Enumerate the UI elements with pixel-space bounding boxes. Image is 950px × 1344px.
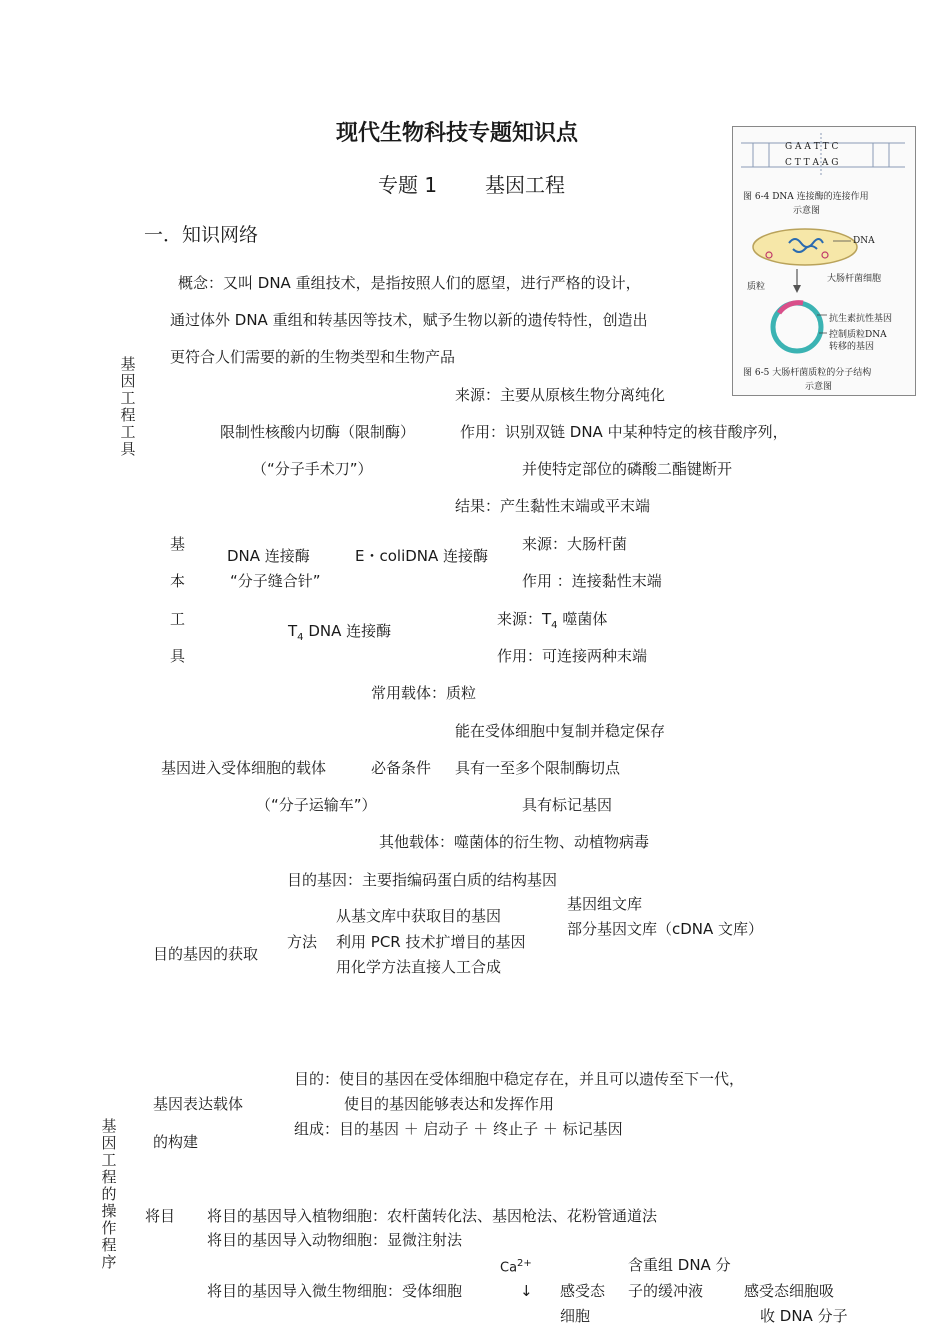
vector-nickname: （“分子运输车”）: [256, 796, 377, 814]
side-label-procedure: 基因工程的操作程序: [101, 1117, 117, 1271]
restriction-function-1: 作用：识别双链 DNA 中某种特定的核苷酸序列，: [460, 423, 788, 441]
introduce-plant: 将目的基因导入植物细胞：农杆菌转化法、基因枪法、花粉管通道法: [207, 1207, 658, 1225]
absorb-1: 感受态细胞吸: [744, 1282, 835, 1300]
ligase-t4-name: $T_4$ DNA 连接酶: [288, 622, 392, 643]
concept-line-3: 更符合人们需要的新的生物类型和生物产品: [170, 348, 456, 366]
target-gene-definition: 目的基因：主要指编码蛋白质的结构基因: [287, 871, 558, 889]
restriction-source: 来源：主要从原核生物分离纯化: [455, 386, 666, 404]
figure-label-dna: DNA: [853, 236, 875, 246]
figure-label-resist: 抗生素抗性基因: [829, 314, 893, 324]
absorb-2: 收 DNA 分子: [760, 1307, 848, 1325]
competent-cell-2: 细胞: [560, 1307, 591, 1325]
figure-label-control-1: 控制质粒DNA: [829, 330, 887, 340]
expression-purpose-2: 使目的基因能够表达和发挥作用: [344, 1095, 555, 1113]
vector-condition-2: 具有一至多个限制酶切点: [455, 759, 621, 777]
introduce-animal: 将目的基因导入动物细胞：显微注射法: [207, 1231, 463, 1249]
figure-label-plasmid: 质粒: [747, 282, 766, 292]
concept-line-2: 通过体外 DNA 重组和转基因等技术，赋予生物以新的遗传特性，创造出: [170, 311, 648, 329]
basic-tools-char-1: 基: [170, 535, 186, 553]
expression-name-1: 基因表达载体: [153, 1095, 244, 1113]
page-title: 现代生物科技专题知识点: [336, 121, 579, 146]
ligase-ecoli-function: 作用 ：连接黏性末端: [522, 572, 662, 590]
concept-line-1: 概念：又叫 DNA 重组技术，是指按照人们的愿望，进行严格的设计，: [178, 274, 641, 292]
introduce-microbe: 将目的基因导入微生物细胞：受体细胞: [207, 1282, 463, 1300]
vector-common: 常用载体：质粒: [371, 684, 477, 702]
ligase-ecoli-source: 来源：大肠杆菌: [522, 535, 628, 553]
dna-solution-1: 含重组 DNA 分: [628, 1256, 731, 1274]
section-heading: 一．知识网络: [144, 224, 259, 246]
ligase-ecoli: E・coliDNA 连接酶: [355, 547, 489, 565]
side-label-tools: 基因工程工具: [120, 355, 136, 458]
figure-6-5-caption-2: 示意图: [805, 382, 833, 392]
calcium-label: $Ca^{2+}$: [500, 1258, 532, 1276]
expression-purpose-1: 目的：使目的基因在受体细胞中稳定存在，并且可以遗传至下一代，: [294, 1070, 745, 1088]
figure-label-control-2: 转移的基因: [829, 342, 875, 352]
topic-name: 基因工程: [485, 173, 565, 197]
figure-6-4-caption-2: 示意图: [793, 206, 821, 216]
method-3: 用化学方法直接人工合成: [336, 958, 502, 976]
down-arrow-icon: ↓: [520, 1282, 533, 1300]
ligase-t4-source: 来源：$T_4$ 噬菌体: [497, 610, 608, 631]
figure-6-4-caption-1: 图 6-4 DNA 连接酶的连接作用: [743, 192, 869, 202]
restriction-function-2: 并使特定部位的磷酸二酯键断开: [522, 460, 733, 478]
method-1: 从基文库中获取目的基因: [336, 907, 502, 925]
topic-label: 专题 1: [378, 173, 438, 197]
vector-name: 基因进入受体细胞的载体: [161, 759, 327, 777]
method-label: 方法: [287, 933, 318, 951]
figure-seq-top: G A A T T C: [785, 142, 839, 152]
restriction-nickname: （“分子手术刀”）: [252, 460, 373, 478]
basic-tools-char-4: 具: [170, 647, 186, 665]
figure-label-ecoli: 大肠杆菌细胞: [827, 274, 882, 284]
dna-ligase-and-plasmid-figure: [732, 126, 916, 396]
ligase-t4-function: 作用：可连接两种末端: [497, 647, 648, 665]
ligase-name: DNA 连接酶: [227, 547, 310, 565]
figure-seq-bottom: C T T A A G: [785, 158, 839, 168]
vector-condition-1: 能在受体细胞中复制并稳定保存: [455, 722, 666, 740]
vector-condition-3: 具有标记基因: [522, 796, 613, 814]
restriction-result: 结果：产生黏性末端或平末端: [455, 497, 651, 515]
dna-ladder-icon: [741, 133, 905, 177]
library-partial: 部分基因文库（cDNA 文库）: [567, 920, 764, 938]
expression-name-2: 的构建: [153, 1133, 199, 1151]
expression-composition: 组成：目的基因 ＋ 启动子 ＋ 终止子 ＋ 标记基因: [294, 1120, 623, 1138]
basic-tools-char-3: 工: [170, 610, 186, 628]
introduce-label: 将目: [145, 1207, 176, 1225]
ligase-nickname: “分子缝合针”: [230, 572, 321, 590]
gene-acquisition-title: 目的基因的获取: [153, 945, 259, 963]
library-title: 基因组文库: [567, 895, 643, 913]
basic-tools-char-2: 本: [170, 572, 186, 590]
vector-required: 必备条件: [371, 759, 432, 777]
restriction-name: 限制性核酸内切酶（限制酶）: [220, 423, 416, 441]
figure-6-5-caption-1: 图 6-5 大肠杆菌质粒的分子结构: [743, 368, 872, 378]
vector-other: 其他载体：噬菌体的衍生物、动植物病毒: [379, 833, 650, 851]
dna-solution-2: 子的缓冲液: [628, 1282, 704, 1300]
method-2: 利用 PCR 技术扩增目的基因: [336, 933, 526, 951]
competent-cell-1: 感受态: [560, 1282, 606, 1300]
